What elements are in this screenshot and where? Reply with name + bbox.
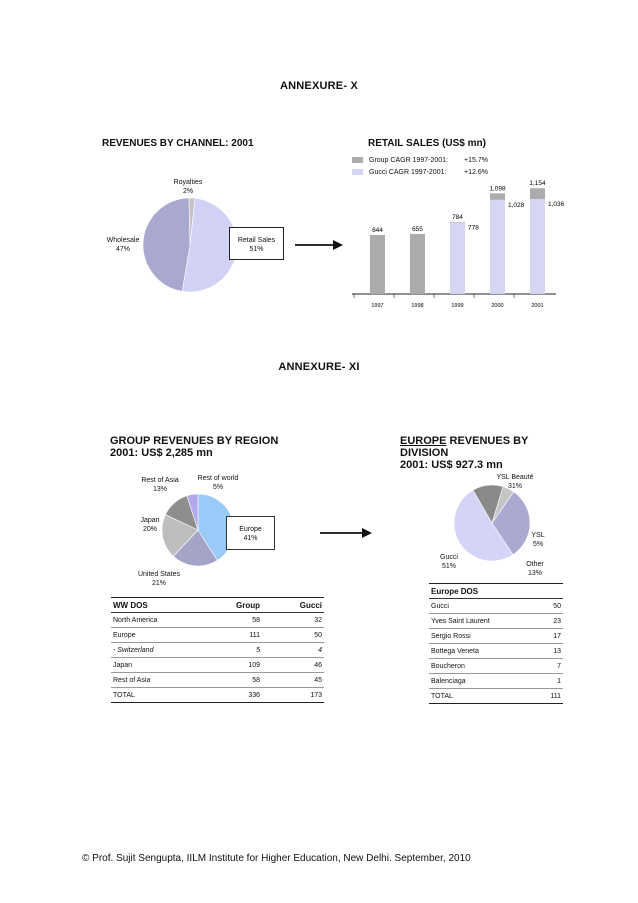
region-title: GROUP REVENUES BY REGION 2001: US$ 2,285 mn	[110, 435, 279, 459]
row-label: TOTAL	[111, 688, 210, 703]
royalties-label: Royalties 2%	[173, 179, 203, 195]
row-label: Sergio Rossi	[429, 629, 533, 644]
ww-dos-table	[111, 597, 324, 703]
row-value: 13	[533, 644, 563, 659]
data-label-gucci-2001: 1,036	[548, 201, 565, 209]
bar-gucci-1999	[450, 223, 465, 294]
rest-of-asia-label: Rest of Asia 13%	[141, 477, 179, 493]
table-row	[429, 674, 563, 689]
channel-pie-slice-wholesale	[143, 198, 190, 291]
x-tick-label-1997: 1997	[371, 303, 384, 309]
data-label-group-2001: 1,154	[529, 180, 546, 188]
retail-sales-callout: Retail Sales 51%	[229, 227, 284, 260]
row-label: Gucci	[429, 599, 533, 614]
data-label-group-1999: 784	[452, 214, 463, 222]
retail-sales-bar-chart	[352, 180, 565, 315]
row-value: 50	[533, 599, 563, 614]
row-value: 7	[533, 659, 563, 674]
bar-gucci-2000	[490, 200, 505, 294]
row-label: Europe	[111, 628, 210, 643]
row-label: Boucheron	[429, 659, 533, 674]
bar-group-1998	[410, 234, 425, 294]
row-value: 4	[262, 643, 324, 658]
arrow-right-icon	[318, 526, 374, 540]
row-value: 32	[262, 613, 324, 628]
ysl-label: YSL 5%	[531, 532, 545, 548]
table-row	[429, 599, 563, 614]
table-row	[429, 629, 563, 644]
rest-of-world-label: Rest of world 5%	[197, 475, 239, 491]
data-label-group-1998: 655	[412, 225, 423, 233]
footer-copyright: © Prof. Sujit Sengupta, IILM Institute for Higher Education, New Delhi. September, 2010	[82, 853, 471, 864]
data-label-group-1997: 644	[372, 226, 383, 234]
legend-swatch-gucci	[352, 169, 363, 175]
table-row	[429, 689, 563, 704]
europe-callout: Europe 41%	[226, 516, 275, 550]
row-label: TOTAL	[429, 689, 533, 704]
table-row	[111, 688, 324, 703]
annexure-xi-heading: ANNEXURE- XI	[278, 361, 360, 373]
data-label-group-2000: 1,098	[489, 185, 506, 193]
table-header-row: Europe DOS	[429, 584, 563, 599]
row-value: 50	[262, 628, 324, 643]
channel-pie-chart	[140, 195, 240, 295]
region-pie-chart	[160, 492, 236, 568]
row-label: Rest of Asia	[111, 673, 210, 688]
table-row	[429, 614, 563, 629]
legend-item-gucci: Gucci CAGR 1997-2001: +12.6%	[352, 166, 488, 178]
united-states-label: United States 21%	[137, 571, 181, 587]
retail-sales-title: RETAIL SALES (US$ mn)	[368, 138, 486, 149]
europe-dos-table	[429, 583, 563, 704]
row-value: 109	[210, 658, 262, 673]
table-row	[111, 643, 324, 658]
row-value: 17	[533, 629, 563, 644]
table-header-row: WW DOS Group Gucci	[111, 598, 324, 613]
bar-group-1997	[370, 235, 385, 294]
table-row	[111, 628, 324, 643]
x-tick-label-1998: 1998	[411, 303, 424, 309]
table-row	[111, 673, 324, 688]
table-row	[429, 659, 563, 674]
row-value: 46	[262, 658, 324, 673]
row-value: 111	[210, 628, 262, 643]
annexure-x-heading: ANNEXURE- X	[280, 80, 358, 92]
europe-division-title: EUROPE REVENUES BY DIVISION 2001: US$ 927.3 mn	[400, 435, 529, 471]
row-value: 45	[262, 673, 324, 688]
other-label: Other 13%	[526, 561, 544, 577]
row-label: Japan	[111, 658, 210, 673]
row-label: - Switzerland	[111, 643, 210, 658]
europe-division-pie-chart	[452, 483, 532, 563]
row-value: 58	[210, 613, 262, 628]
japan-label: Japan 20%	[140, 517, 160, 533]
wholesale-label: Wholesale 47%	[106, 237, 140, 253]
x-tick-label-2000: 2000	[491, 303, 504, 309]
revenues-by-channel-title: REVENUES BY CHANNEL: 2001	[102, 138, 254, 149]
row-value: 23	[533, 614, 563, 629]
arrow-right-icon	[293, 238, 345, 252]
row-value: 111	[533, 689, 563, 704]
ysl-beaute-label: YSL Beauté 31%	[496, 474, 534, 490]
row-value: 173	[262, 688, 324, 703]
row-value: 336	[210, 688, 262, 703]
gucci-label: Gucci 51%	[440, 554, 458, 570]
table-row	[429, 644, 563, 659]
legend-swatch-group	[352, 157, 363, 163]
table-row	[111, 658, 324, 673]
legend-item-group: Group CAGR 1997-2001: +15.7%	[352, 154, 488, 166]
row-label: Bottega Veneta	[429, 644, 533, 659]
table-row	[111, 613, 324, 628]
row-value: 5	[210, 643, 262, 658]
data-label-gucci-1999: 778	[468, 224, 479, 232]
row-label: North America	[111, 613, 210, 628]
x-tick-label-2001: 2001	[531, 303, 544, 309]
data-label-gucci-2000: 1,028	[508, 201, 525, 209]
row-value: 58	[210, 673, 262, 688]
row-value: 1	[533, 674, 563, 689]
row-label: Balenciaga	[429, 674, 533, 689]
retail-legend	[352, 154, 488, 178]
row-label: Yves Saint Laurent	[429, 614, 533, 629]
x-tick-label-1999: 1999	[451, 303, 464, 309]
bar-gucci-2001	[530, 199, 545, 294]
